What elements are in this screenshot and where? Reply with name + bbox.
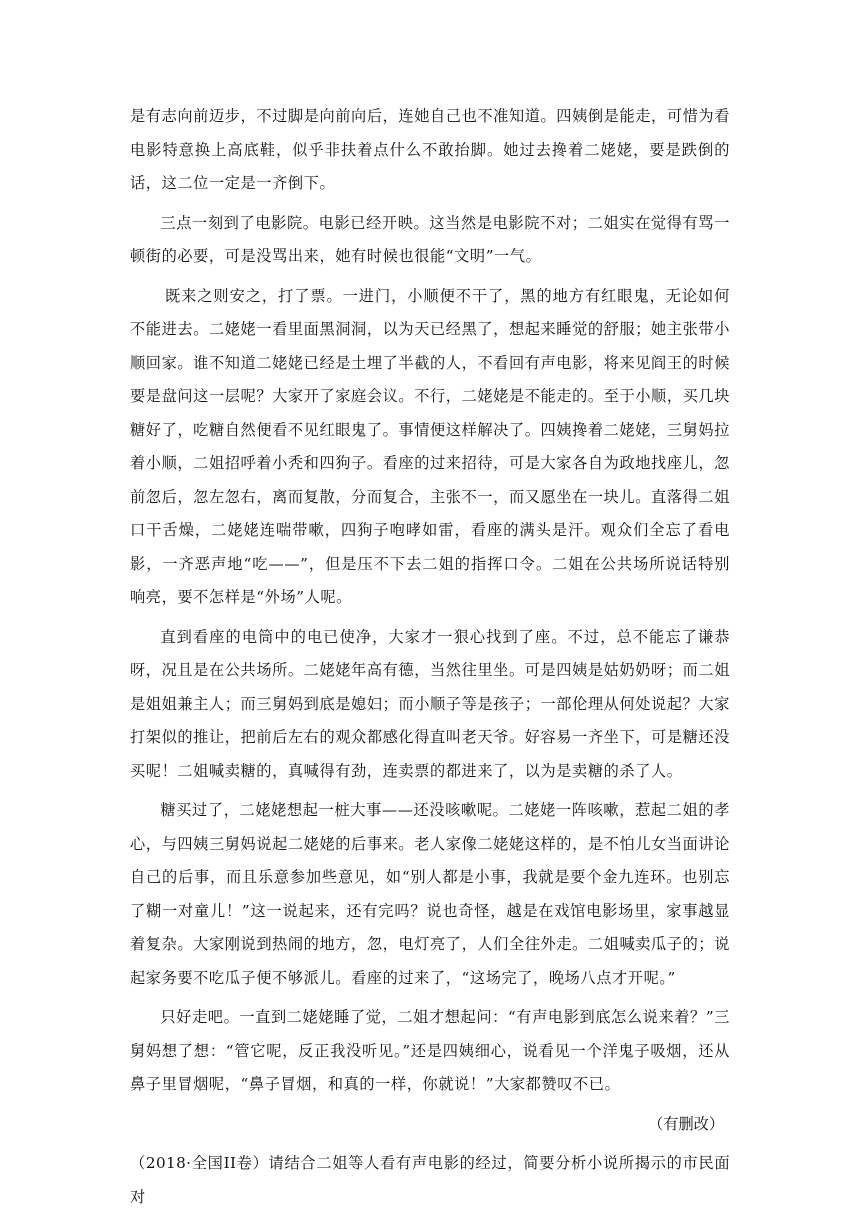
source-note: （有删改）: [648, 1114, 724, 1133]
paragraph-3: 既来之则安之，打了票。一进门，小顺便不干了，黑的地方有红眼鬼，无论如何不能进去。二姥姥一看里面黑洞洞，以为天已经黑了，想起来睡觉的舒服；她主张带小顺回家。谁不知道二姥姥已经是土埋了半截的人，不看回有声电影，将来见阎王的时候要是盘问这一层呢？大家开了家庭会议。不行，二姥姥是不能走的。至于小顺，买几块糖好了，吃糖自然便看不见红眼鬼了。事情便这样解决了。四姨搀着二姥姥，三舅妈拉着小顺，二姐招呼着小秃和四狗子。看座的过来招待，可是大家各自为政地找座儿，忽前忽后，忽左忽右，离而复散，分而复合，主张不一，而又愿坐在一块儿。直落得二姐口干舌燥，二姥姥连喘带嗽，四狗子咆哮如雷，看座的满头是汗。观众们全忘了看电影，一齐恶声地“吃——”，但是压不下去二姐的指挥口令。二姐在公共场所说话特别响亮，要不怎样是“外场”人呢。: [130, 286, 730, 606]
paragraph-4: 直到看座的电筒中的电已使净，大家才一狠心找到了座。不过，总不能忘了谦恭呀，况且是在公共场所。二姥姥年高有德，当然往里坐。可是四姨是姑奶奶呀；而二姐是姐姐兼主人；而三舅妈到底是媳妇；而小顺子等是孩子；一部伦理从何处说起？大家打架似的推让，把前后左右的观众都感化得直叫老天爷。好容易一齐坐下，可是糖还没买呢！二姐喊卖糖的，真喊得有劲，连卖票的都进来了，以为是卖糖的杀了人。: [130, 627, 730, 780]
paragraph-5: 糖买过了，二姥姥想起一桩大事——还没咳嗽呢。二姥姥一阵咳嗽，惹起二姐的孝心，与四姨三舅妈说起二姥姥的后事来。老人家像二姥姥这样的，是不怕儿女当面讲论自己的后事，而且乐意参加些意见，如“别人都是小事，我就是要个金九连环。也别忘了糊一对童儿！”这一说起来，还有完吗？说也奇怪，越是在戏馆电影场里，家事越显着复杂。大家刚说到热闹的地方，忽，电灯亮了，人们全往外走。二姐喊卖瓜子的；说起家务要不吃瓜子便不够派儿。看座的过来了，“这场完了，晚场八点才开呢。”: [130, 801, 730, 987]
paragraph-6: 只好走吧。一直到二姥姥睡了觉，二姐才想起问：“有声电影到底怎么说来着？”三舅妈想了想：“管它呢，反正我没听见。”还是四姨细心，说看见一个洋鬼子吸烟，还从鼻子里冒烟呢，“鼻子冒烟，和真的一样，你就说！”大家都赞叹不已。: [130, 1008, 730, 1093]
paragraph-1: 是有志向前迈步，不过脚是向前向后，连她自己也不准知道。四姨倒是能走，可惜为看电影特意换上高底鞋，似乎非扶着点什么不敢抬脚。她过去搀着二姥姥，要是跌倒的话，这二位一定是一齐倒下。: [130, 107, 730, 192]
question-text: （2018·全国II卷）请结合二姐等人看有声电影的经过，简要分析小说所揭示的市民面对: [130, 1154, 730, 1206]
paragraph-2: 三点一刻到了电影院。电影已经开映。这当然是电影院不对；二姐实在觉得有骂一顿街的必要，可是没骂出来，她有时候也很能“文明”一气。: [130, 213, 730, 265]
document-body: [130, 100, 730, 1214]
